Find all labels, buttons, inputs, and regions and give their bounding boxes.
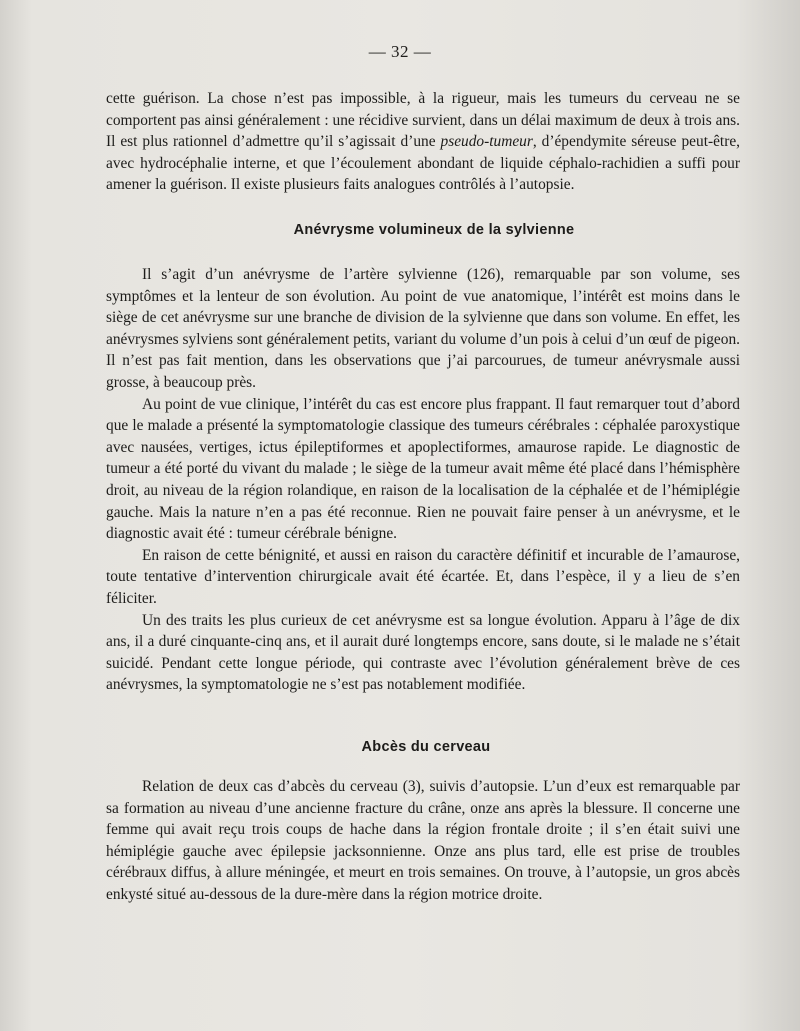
section-anevrysme-body — [106, 264, 740, 696]
page-number: — 32 — — [368, 42, 432, 61]
emphasis-text: pseudo-tumeur — [440, 133, 533, 151]
intro-text — [106, 88, 740, 196]
section-abces-body — [106, 776, 740, 906]
paragraph: Au point de vue clinique, l’intérêt du cas est encore plus frappant. Il faut remarquer tout d’abord que le malade a présenté la symptomatologie classique des tumeurs cérébrales : céphalée paroxystique avec nausées, vertiges, ictus épileptiformes et apoplectiformes, amaurose rapide. Le diagnostic de tumeur a été porté du vivant du malade ; le siège de la tumeur avait même été placé dans l’hémisphère droit, au niveau de la région rolandique, en raison de la localisation de la céphalée et de l’hémiplégie gauche. Mais la nature n’en a pas été reconnue. Rien ne pouvait faire penser à un anévrysme, et le diagnostic avait été : tumeur cérébrale bénigne. — [106, 395, 740, 543]
paragraph: Il s’agit d’un anévrysme de l’artère sylvienne (126), remarquable par son volume, ses symptômes et la lenteur de son évolution. Au point de vue anatomique, l’intérêt est moins dans le siège de cet anévrysme sur une branche de division de la sylvienne que dans son volume. En effet, les anévrysmes sylviens sont généralement petits, variant du volume d’un pois à celui d’un œuf de pigeon. Il n’est pas fait mention, dans les observations que j’ai parcourues, de tumeur anévrysmale aussi grosse, à beaucoup près. — [106, 266, 740, 391]
paragraph: En raison de cette bénignité, et aussi en raison du caractère définitif et incurable de l’amaurose, toute tentative d’intervention chirurgicale avait été écartée. Et, dans l’espèce, il y a lieu de s’en féliciter. — [106, 546, 740, 607]
intro-paragraph: cette guérison. La chose n’est pas impossible, à la rigueur, mais les tumeurs du cerveau ne se comportent pas ainsi généralement : une récidive survient, dans un délai maximum de deux à trois ans. Il est plus rationnel d’admettre qu’il s’agissait d’une pseudo-tumeur, d’épendymite séreuse peut-être, avec hydrocéphalie interne, et que l’écoulement abondant de liquide céphalo-rachidien a suffi pour amener la guérison. Il existe plusieurs faits analogues contrôlés à l’autopsie. — [106, 90, 741, 194]
paragraph: Un des traits les plus curieux de cet anévrysme est sa longue évolution. Apparu à l’âge de dix ans, il a duré cinquante-cinq ans, et il aurait duré longtemps encore, sans doute, si le malade ne s’était suicidé. Pendant cette longue période, qui contraste avec l’évolution généralement brève de ces anévrysmes, la symptomatologie ne s’est pas notablement modifiée. — [106, 611, 740, 694]
section-heading-anevrysme: Anévrysme volumineux de la sylvienne — [293, 222, 575, 238]
section-heading-abces: Abcès du cerveau — [361, 739, 491, 755]
paragraph: Relation de deux cas d’abcès du cerveau (3), suivis d’autopsie. L’un d’eux est remarquable par sa formation au niveau d’une ancienne fracture du crâne, onze ans après la blessure. Il concerne une femme qui avait reçu trois coups de hache dans la région frontale droite ; il s’en était suivi une hémiplégie gauche avec épilepsie jacksonnienne. Onze ans plus tard, elle est prise de troubles cérébraux diffus, à allure méningée, et meurt en trois semaines. On trouve, à l’autopsie, un gros abcès enkysté situé au-dessous de la dure-mère dans la région motrice droite. — [106, 778, 740, 903]
